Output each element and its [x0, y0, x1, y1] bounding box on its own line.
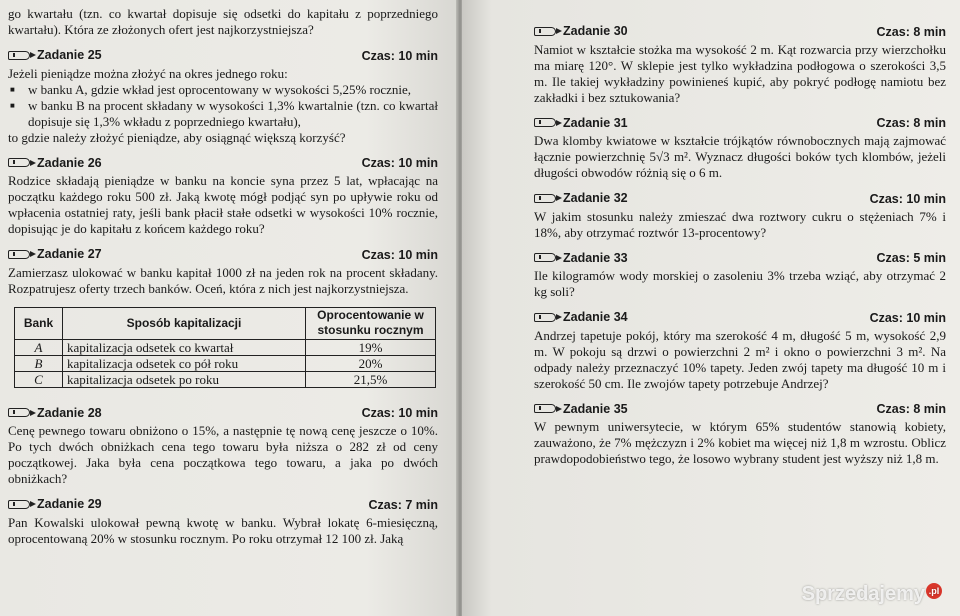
task-33-time: Czas: 5 min	[876, 251, 946, 265]
pencil-icon	[534, 27, 556, 36]
task-27-title: Zadanie 27	[37, 247, 102, 261]
task-35-time: Czas: 8 min	[876, 402, 946, 416]
task-33-header	[534, 251, 946, 266]
list-item: ■ w banku B na procent składany w wysokości 1,3% kwartalnie (tzn. co kwartał dopisuje się 1,3% wkładu z poprzedniego kwartału),	[8, 98, 438, 130]
pencil-icon	[534, 118, 556, 127]
task-33-title: Zadanie 33	[563, 250, 628, 265]
task-34-text: Andrzej tapetuje pokój, który ma szerokość 4 m, długość 5 m, wysokość 2,9 m. W pokoju są drzwi o powierzchni 2 m² i okno o powierzchni 3 m². Na odpady należy przeznaczyć 10% tapety. Jeden zwój tapety ma długość 10 m i szerokość 50 cm. Ile zwojów tapety potrzebuje Andrzej?	[534, 327, 946, 391]
table-row	[15, 355, 436, 371]
task-26-header	[8, 156, 438, 171]
task-25-header	[8, 48, 438, 63]
task-25-time: Czas: 10 min	[361, 48, 438, 63]
task-32-time: Czas: 10 min	[869, 191, 946, 206]
task-25-bullets	[8, 82, 438, 130]
table-row	[15, 371, 436, 387]
pencil-icon	[8, 408, 30, 417]
task-29-title: Zadanie 29	[37, 497, 102, 511]
task-34-time: Czas: 10 min	[869, 310, 946, 325]
pencil-icon	[534, 313, 556, 322]
watermark-logo	[802, 583, 942, 606]
pencil-icon	[534, 253, 556, 262]
column-header: Bank	[15, 307, 63, 339]
table-cell: kapitalizacja odsetek co kwartał	[63, 339, 306, 355]
task-30-text: Namiot w kształcie stożka ma wysokość 2 m. Kąt rozwarcia przy wierzchołku ma miarę 120°. W sklepie jest tylko wykładzina podłogowa o szerokości 3,5 m. Ile takiej wykładziny powinieneś kupić, aby pokryć podłogę namiotu bez zakładki i bez sztukowania?	[534, 41, 946, 105]
task-26-text: Rodzice składają pieniądze w banku na koncie syna przez 5 lat, wpłacając na początku każdego roku 500 zł. Jaką kwotę mógł podjąć syn po upływie roku od wpłacenia ostatniej raty, jeśli bank płacił stałe odsetki w wysokości 10% rocznie, dopisując je do kapitału z końcem każdego roku?	[8, 173, 438, 236]
task-31-text: Dwa klomby kwiatowe w kształcie trójkątów równobocznych mają zajmować łącznie powierzchnię 5√3 m². Wyznacz długości boków tych klombów, jeżeli długości obwodów różnią się o 6 m.	[534, 133, 946, 180]
task-34-title: Zadanie 34	[563, 310, 628, 324]
task-25-text: Jeżeli pieniądze można złożyć na okres jednego roku:	[8, 65, 288, 81]
table-cell: 19%	[306, 339, 436, 355]
table-cell: kapitalizacja odsetek co pół roku	[63, 355, 306, 371]
pencil-icon	[8, 158, 30, 167]
pencil-icon	[534, 194, 556, 203]
task-27-time: Czas: 10 min	[361, 247, 438, 262]
right-page	[462, 0, 960, 616]
table-row	[15, 339, 436, 355]
watermark-suffix: .pl	[926, 583, 942, 599]
watermark-text: Sprzedajemy	[801, 583, 925, 605]
task-31-header	[534, 116, 946, 131]
task-31-title: Zadanie 31	[563, 115, 628, 130]
task-25-title: Zadanie 25	[37, 48, 102, 62]
table-cell: 21,5%	[306, 371, 436, 387]
task-35-text: W pewnym uniwersytecie, w którym 65% studentów stanowią kobiety, zauważono, że 7% mężczyzn i 2% kobiet ma więcej niż 1,8 m wzrostu. Oblicz prawdopodobieństwo tego, że losowo wybrany student jest wyższy niż 1,8 m.	[534, 419, 946, 466]
list-item: ■ w banku A, gdzie wkład jest oprocentowany w wysokości 5,25% rocznie,	[8, 82, 438, 98]
task-31-time: Czas: 8 min	[876, 116, 946, 130]
task-25-question: to gdzie należy złożyć pieniądze, aby osiągnąć większą korzyść?	[8, 129, 346, 145]
pencil-icon	[8, 250, 30, 259]
bank-offers-table	[14, 307, 436, 388]
column-header: Oprocentowanie w stosunku rocznym	[306, 307, 436, 339]
task-32-title: Zadanie 32	[563, 191, 628, 205]
intro-text: go kwartału (tzn. co kwartał dopisuje się odsetki do kapitału z poprzedniego kwartału). Która ze złożonych ofert jest najkorzystniejsza?	[8, 6, 438, 37]
task-32-text: W jakim stosunku należy zmieszać dwa roztwory cukru o stężeniach 7% i 18%, aby otrzymać roztwór 13-procentowy?	[534, 208, 946, 240]
task-30-title: Zadanie 30	[563, 24, 628, 38]
task-33-text: Ile kilogramów wody morskiej o zasoleniu 3% trzeba wziąć, aby otrzymać 2 kg soli?	[534, 268, 946, 299]
table-cell: 20%	[306, 355, 436, 371]
task-28-header	[8, 406, 438, 421]
pencil-icon	[8, 51, 30, 60]
task-28-text: Cenę pewnego towaru obniżono o 15%, a następnie tę nową cenę jeszcze o 10%. Po tych dwóch obniżkach cena tego towaru była niższa o 282 zł od ceny początkowej. Jaka była cena początkowa tego towaru, a jaka po dwóch obniżkach?	[8, 423, 438, 486]
task-34-header	[534, 310, 946, 325]
task-26-time: Czas: 10 min	[361, 156, 438, 170]
table-cell: kapitalizacja odsetek po roku	[63, 371, 306, 387]
task-28-title: Zadanie 28	[37, 405, 102, 420]
task-27-text: Zamierzasz ulokować w banku kapitał 1000 zł na jeden rok na procent składany. Rozpatrujesz oferty trzech banków. Oceń, która z nich jest najkorzystniejsza.	[8, 264, 438, 296]
task-35-title: Zadanie 35	[563, 401, 628, 416]
pencil-icon	[8, 500, 30, 509]
left-page	[0, 0, 458, 616]
table-cell: A	[15, 339, 63, 355]
task-30-time: Czas: 8 min	[876, 24, 946, 39]
table-header-row	[15, 307, 436, 339]
task-27-header	[8, 247, 438, 262]
task-32-header	[534, 191, 946, 206]
task-29-time: Czas: 7 min	[368, 497, 438, 512]
table-cell: C	[15, 371, 63, 387]
task-26-title: Zadanie 26	[37, 155, 102, 170]
pencil-icon	[534, 404, 556, 413]
table-cell: B	[15, 355, 63, 371]
column-header: Sposób kapitalizacji	[63, 307, 306, 339]
task-28-time: Czas: 10 min	[361, 406, 438, 420]
task-29-text: Pan Kowalski ulokował pewną kwotę w banku. Wybrał lokatę 6-miesięczną, oprocentowaną 20% w stosunku rocznym. Po roku otrzymał 12 100 zł. Jaką	[8, 514, 438, 546]
task-35-header	[534, 402, 946, 417]
task-29-header	[8, 497, 438, 512]
task-30-header	[534, 24, 946, 39]
